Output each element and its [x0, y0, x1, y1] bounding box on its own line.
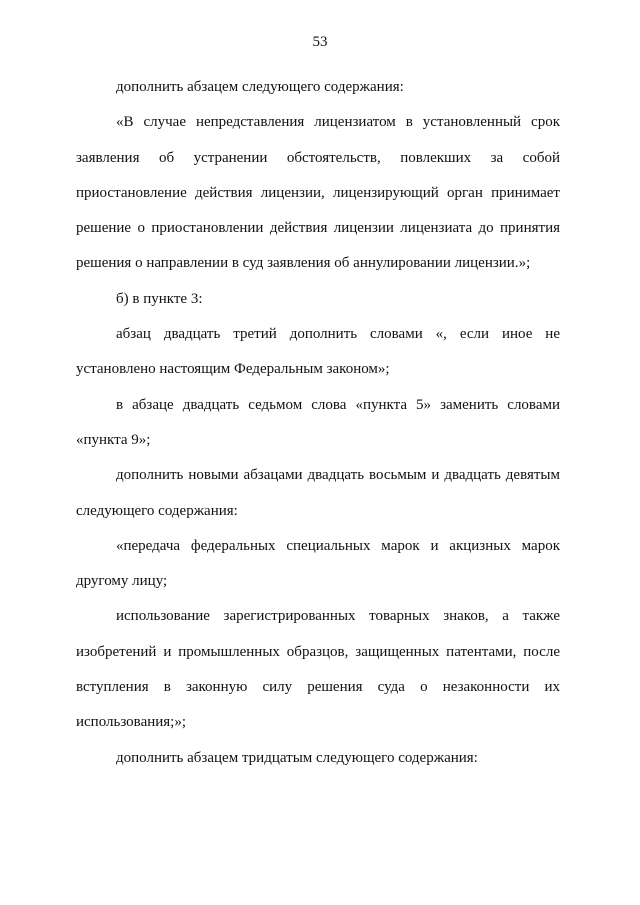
paragraph-add-thirtieth: дополнить абзацем тридцатым следующего содержания:: [116, 749, 478, 766]
paragraph-trademarks-use: использование зарегистрированных товарных знаков, а также изобретений и промышленных образцов, защищенных патентами, после вступления в законную силу решения суда о незаконности их использования;»;: [76, 608, 560, 731]
paragraph-twenty-seventh-replacement: в абзаце двадцать седьмом слова «пункта 5» заменить словами «пункта 9»;: [76, 396, 560, 448]
paragraph-twenty-third-addition: абзац двадцать третий дополнить словами «, если иное не установлено настоящим Федеральным законом»;: [76, 326, 560, 378]
paragraph-transfer-marks-quote: «передача федеральных специальных марок и акцизных марок другому лицу;: [76, 537, 560, 590]
page-number: 53: [312, 34, 328, 50]
document-body: [76, 70, 560, 776]
paragraph-item-b-point-3: б) в пункте 3:: [116, 290, 203, 307]
paragraph-add-28-29: дополнить новыми абзацами двадцать восьмым и двадцать девятым следующего содержания:: [76, 467, 560, 519]
paragraph-add-paragraph-content: дополнить абзацем следующего содержания:: [116, 79, 404, 95]
paragraph-license-suspension-quote: «В случае непредставления лицензиатом в установленный срок заявления об устранении обстоятельств, повлекших за собой приостановление действия лицензии, лицензирующий орган принимает решение о приостановлении действия лицензии лицензиата до принятия решения о направлении в суд заявления об аннулировании лицензии.»;: [76, 114, 560, 272]
